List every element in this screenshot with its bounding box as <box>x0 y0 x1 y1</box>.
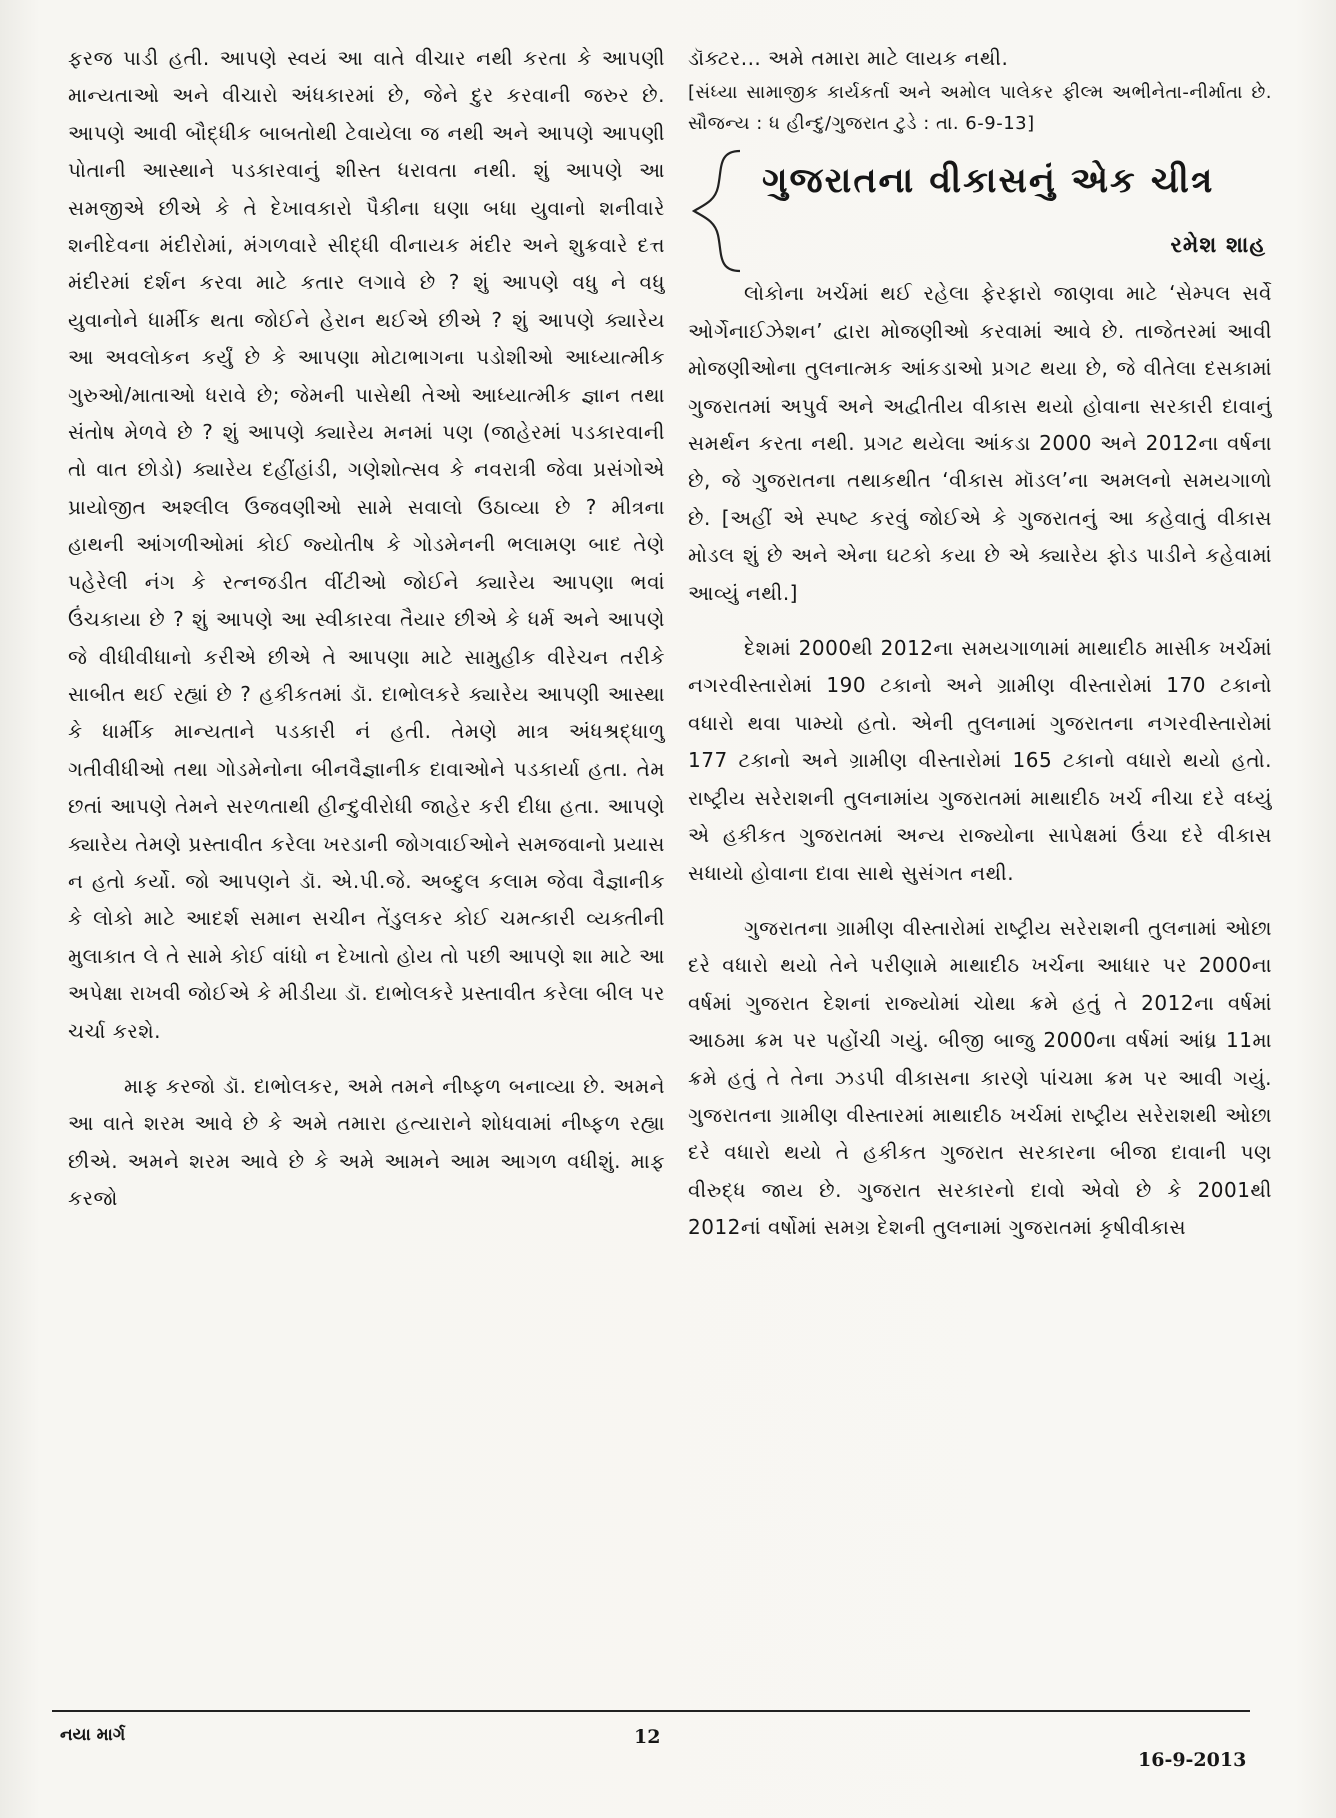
previous-article-credit: [સંધ્યા સામાજીક કાર્યકર્તા અને અમોલ પાલેકર ફીલ્મ અભીનેતા-નીર્માતા છે. સૌજન્ય : ધ હીન્દુ/ગુજરાત ટુડે : તા. 6-9-13] <box>688 82 1272 135</box>
previous-article-closing-line: ડૉક્ટર... અમે તમારા માટે લાયક નથી. <box>688 46 1009 70</box>
right-paragraph-2: દેશમાં 2000થી 2012ના સમયગાળામાં માથાદીઠ માસીક ખર્ચમાં નગરવીસ્તારોમાં 190 ટકાનો અને ગ્રામીણ વીસ્તારોમાં 170 ટકાનો વધારો થવા પામ્યો હતો. એની તુલનામાં ગુજરાતના નગરવીસ્તારોમાં 177 ટકાનો અને ગ્રામીણ વીસ્તારોમાં 165 ટકાનો વધારો થયો હતો. રાષ્ટ્રીય સરેરાશની તુલનામાંય ગુજરાતમાં માથાદીઠ ખર્ચ નીચા દરે વધ્યું એ હકીકત ગુજરાતમાં અન્ય રાજ્યોના સાપેક્ષમાં ઉંચા દરે વીકાસ સધાયો હોવાના દાવા સાથે સુસંગત નથી. <box>688 636 1272 885</box>
footer-divider <box>52 1710 1250 1712</box>
article-heading <box>688 147 1272 275</box>
left-column <box>68 40 665 1218</box>
right-column <box>688 40 1272 1247</box>
right-paragraph-3: ગુજરાતના ગ્રામીણ વીસ્તારોમાં રાષ્ટ્રીય સરેરાશની તુલનામાં ઓછા દરે વધારો થયો તેને પરીણામે માથાદીઠ ખર્ચના આધાર પર 2000ના વર્ષમાં ગુજરાત દેશનાં રાજ્યોમાં ચોથા ક્રમે હતું તે 2012ના વર્ષમાં આઠમા ક્રમ પર પહોંચી ગયું. બીજી બાજુ 2000ના વર્ષમાં આંધ્ર 11મા ક્રમે હતું તે તેના ઝડપી વીકાસના કારણે પાંચમા ક્રમ પર આવી ગયું. ગુજરાતના ગ્રામીણ વીસ્તારમાં માથાદીઠ ખર્ચમાં રાષ્ટ્રીય સરેરાશથી ઓછા દરે વધારો થયો તે હકીકત ગુજરાત સરકારના બીજા દાવાની પણ વીરુદ્ધ જાય છે. ગુજરાત સરકારનો દાવો એવો છે કે 2001થી 2012નાં વર્ષોમાં સમગ્ર દેશની તુલનામાં ગુજરાતમાં કૃષીવીકાસ <box>688 915 1272 1240</box>
left-paragraph-1: ફરજ પાડી હતી. આપણે સ્વયં આ વાતે વીચાર નથી કરતા કે આપણી માન્યતાઓ અને વીચારો અંધકારમાં છે, જેને દુર કરવાની જરુર છે. આપણે આવી બૌદ્ધીક બાબતોથી ટેવાયેલા જ નથી અને આપણે આપણી પોતાની આસ્થાને પડકારવાનું શીસ્ત ધરાવતા નથી. શું આપણે આ સમજીએ છીએ કે તે દેખાવકારો પૈકીના ઘણા બધા યુવાનો શનીવારે શનીદેવના મંદીરોમાં, મંગળવારે સીદ્ધી વીનાયક મંદીર અને શુક્રવારે દત્ત મંદીરમાં દર્શન કરવા માટે કતાર લગાવે છે ? શું આપણે વધુ ને વધુ યુવાનોને ધાર્મીક થતા જોઈને હેરાન થઈએ છીએ ? શું આપણે ક્યારેય આ અવલોકન કર્યું છે કે આપણા મોટાભાગના પડોશીઓ આધ્યાત્મીક ગુરુઓ/માતાઓ ધરાવે છે; જેમની પાસેથી તેઓ આધ્યાત્મીક જ્ઞાન તથા સંતોષ મેળવે છે ? શું આપણે ક્યારેય મનમાં પણ (જાહેરમાં પડકારવાની તો વાત છોડો) ક્યારેય દહીંહાંડી, ગણેશોત્સવ કે નવરાત્રી જેવા પ્રસંગોએ પ્રાયોજીત અશ્લીલ ઉજવણીઓ સામે સવાલો ઉઠાવ્યા છે ? મીત્રના હાથની આંગળીઓમાં કોઈ જ્યોતીષ કે ગોડમેનની ભલામણ બાદ તેણે પહેરેલી નંગ કે રત્નજડીત વીંટીઓ જોઈને ક્યારેય આપણા ભવાં ઉંચકાયા છે ? શું આપણે આ સ્વીકારવા તૈયાર છીએ કે ધર્મ અને આપણે જે વીધીવીધાનો કરીએ છીએ તે આપણા માટે સામુહીક વીરેચન તરીકે સાબીત થઈ રહ્યાં છે ? હકીકતમાં ડૉ. દાભોલકરે ક્યારેય આપણી આસ્થા કે ધાર્મીક માન્યતાને પડકારી નં હતી. તેમણે માત્ર અંધશ્રદ્ધાળુ ગતીવીધીઓ તથા ગોડમેનોના બીનવૈજ્ઞાનીક દાવાઓને પડકાર્યા હતા. તેમ છતાં આપણે તેમને સરળતાથી હીન્દુવીરોધી જાહેર કરી દીધા હતા. આપણે ક્યારેય તેમણે પ્રસ્તાવીત કરેલા ખરડાની જોગવાઈઓને સમજવાનો પ્રયાસ ન હતો કર્યો. જો આપણને ડૉ. એ.પી.જે. અબ્દુલ કલામ જેવા વૈજ્ઞાનીક કે લોકો માટે આદર્શ સમાન સચીન તેંડુલકર કોઈ ચમત્કારી વ્યક્તીની મુલાકાત લે તે સામે કોઈ વાંધો ન દેખાતો હોય તો પછી આપણે શા માટે આ અપેક્ષા રાખવી જોઈએ કે મીડીયા ડૉ. દાભોલકરે પ્રસ્તાવીત કરેલા બીલ પર ચર્ચા કરશે. <box>68 46 665 1043</box>
article-author: રમેશ શાહ <box>1170 233 1266 259</box>
right-paragraph-1: લોકોના ખર્ચમાં થઈ રહેલા ફેરફારો જાણવા માટે ‘સેમ્પલ સર્વે ઓર્ગેનાઈઝેશન’ દ્વારા મોજણીઓ કરવામાં આવે છે. તાજેતરમાં આવી મોજણીઓના તુલનાત્મક આંકડાઓ પ્રગટ થયા છે, જે વીતેલા દસકામાં ગુજરાતમાં અપુર્વ અને અદ્વીતીય વીકાસ થયો હોવાના સરકારી દાવાનું સમર્થન કરતા નથી. પ્રગટ થયેલા આંકડા 2000 અને 2012ના વર્ષના છે, જે ગુજરાતના તથાકથીત ‘વીકાસ મૉડલ’ના અમલનો સમયગાળો છે. [અહીં એ સ્પષ્ટ કરવું જોઈએ કે ગુજરાતનું આ કહેવાતું વીકાસ મોડલ શું છે અને એના ઘટકો કયા છે એ ક્યારેય ફોડ પાડીને કહેવામાં આવ્યું નથી.] <box>688 281 1272 605</box>
curly-brace-ornament <box>688 147 748 275</box>
page-number: 12 <box>634 1726 661 1748</box>
article-title: ગુજરાતના વીકાસનું એક ચીત્ર <box>762 161 1215 202</box>
publication-name: નયા માર્ગ <box>60 1725 126 1745</box>
left-paragraph-2: માફ કરજો ડૉ. દાભોલકર, અમે તમને નીષ્ફળ બનાવ્યા છે. અમને આ વાતે શરમ આવે છે કે અમે તમારા હત્યારાને શોધવામાં નીષ્ફળ રહ્યા છીએ. અમને શરમ આવે છે કે અમે આમને આમ આગળ વધીશું. માફ કરજો <box>68 1073 665 1211</box>
issue-date: 16-9-2013 <box>1138 1749 1247 1771</box>
